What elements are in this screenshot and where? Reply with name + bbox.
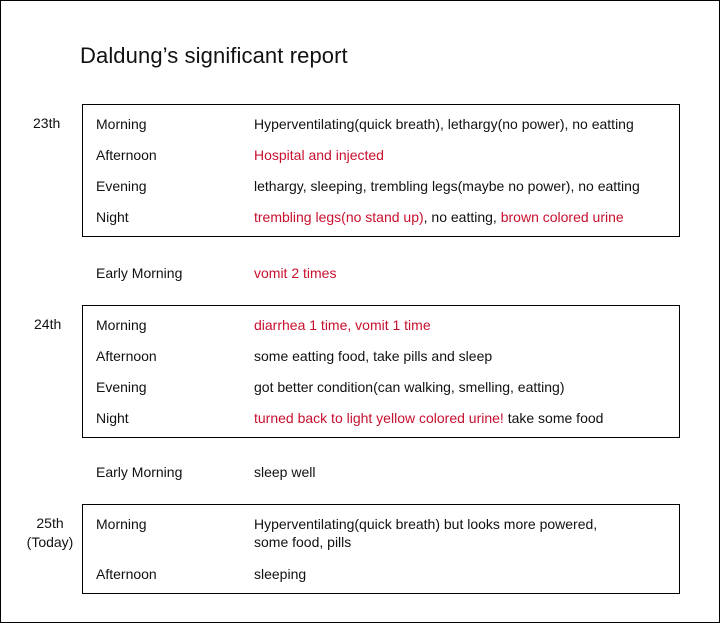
description-text: Hyperventilating(quick breath) but looks more powered, some food, pills bbox=[254, 516, 598, 550]
day-label-25 bbox=[25, 514, 75, 552]
period-label: Evening bbox=[96, 379, 147, 395]
day-label-today: (Today) bbox=[26, 534, 74, 550]
period-label: Morning bbox=[96, 116, 147, 132]
period-label: Afternoon bbox=[96, 147, 157, 163]
period-label: Morning bbox=[96, 317, 147, 333]
period-label: Evening bbox=[96, 178, 147, 194]
day-box-25 bbox=[82, 504, 680, 594]
day-box-23 bbox=[82, 104, 680, 237]
day-label-23: 23th bbox=[33, 115, 61, 131]
period-label: Morning bbox=[96, 516, 147, 532]
entry-description bbox=[254, 316, 671, 334]
entry-description bbox=[254, 146, 671, 164]
description-text: , no eatting, bbox=[423, 209, 501, 225]
description-text: lethargy, sleeping, trembling legs(maybe no power), no eatting bbox=[254, 178, 640, 194]
description-text: sleeping bbox=[254, 566, 307, 582]
highlighted-text: diarrhea 1 time, vomit 1 time bbox=[254, 317, 431, 333]
highlighted-text: Hospital and injected bbox=[254, 147, 384, 163]
highlighted-text: brown colored urine bbox=[500, 209, 624, 225]
period-label: Night bbox=[96, 209, 129, 225]
description-text: take some food bbox=[503, 410, 604, 426]
early-morning-description bbox=[254, 463, 315, 481]
description-text: sleep well bbox=[254, 464, 316, 480]
day-box-24 bbox=[82, 305, 680, 438]
entry-description bbox=[254, 347, 671, 365]
entry-description bbox=[254, 515, 609, 551]
early-morning-label: Early Morning bbox=[96, 265, 183, 281]
entry-description bbox=[254, 565, 671, 583]
early-morning-label: Early Morning bbox=[96, 464, 183, 480]
day-label-24: 24th bbox=[34, 316, 62, 332]
period-label: Night bbox=[96, 410, 129, 426]
highlighted-text: vomit 2 times bbox=[254, 265, 337, 281]
description-text: some eatting food, take pills and sleep bbox=[254, 348, 493, 364]
day-label-date: 25th bbox=[36, 515, 64, 531]
early-morning-description bbox=[254, 264, 336, 282]
period-label: Afternoon bbox=[96, 566, 157, 582]
entry-description bbox=[254, 208, 671, 226]
highlighted-text: turned back to light yellow colored urine! bbox=[254, 410, 504, 426]
period-label: Afternoon bbox=[96, 348, 157, 364]
entry-description bbox=[254, 378, 671, 396]
entry-description bbox=[254, 177, 671, 195]
highlighted-text: trembling legs(no stand up) bbox=[254, 209, 424, 225]
page-title: Daldung’s significant report bbox=[80, 43, 348, 68]
entry-description bbox=[254, 409, 671, 427]
description-text: Hyperventilating(quick breath), lethargy(no power), no eatting bbox=[254, 116, 634, 132]
entry-description bbox=[254, 115, 671, 133]
description-text: got better condition(can walking, smelling, eatting) bbox=[254, 379, 565, 395]
